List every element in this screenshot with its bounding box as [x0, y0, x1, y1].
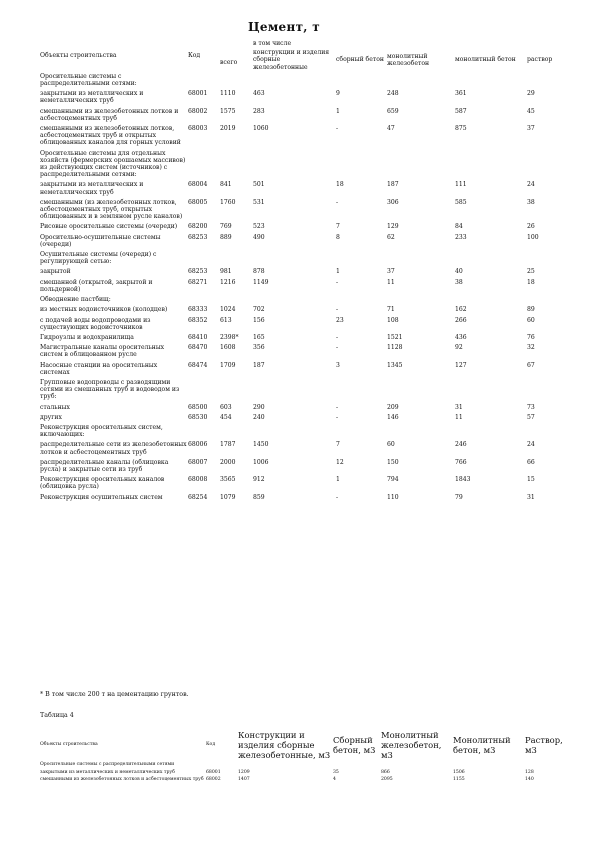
- cell-precast: [238, 762, 333, 770]
- cell-code: 68001: [206, 769, 221, 775]
- cell-mono-rc: 659: [387, 107, 399, 115]
- table-row: [40, 279, 570, 296]
- cell-code: 68271: [188, 278, 208, 286]
- table-row: [40, 762, 570, 770]
- cell-total: 1079: [220, 493, 236, 501]
- table4-caption: Таблица 4: [40, 712, 74, 719]
- cell-total: 1110: [220, 90, 236, 98]
- cell-precast: 912: [253, 476, 265, 484]
- table4: [40, 730, 570, 785]
- cell-object: Гидроузлы и водохранилища: [40, 333, 134, 341]
- table-row: [40, 379, 570, 404]
- cell-total: 889: [220, 233, 232, 241]
- cell-mortar: 66: [527, 458, 535, 466]
- header-including: в том числе: [253, 40, 292, 47]
- cell-object: Магистральные каналы оросительных систем в облицованном русле: [40, 344, 165, 359]
- page-title: Цемент, т: [248, 20, 320, 34]
- cell-mono-concrete: 111: [455, 181, 467, 189]
- cell-object: стальных: [40, 403, 70, 411]
- cell-sb-concrete: -: [336, 278, 339, 286]
- cell-total: 1216: [220, 278, 236, 286]
- cell-sb-concrete: [336, 73, 387, 90]
- cell-code: 68474: [188, 361, 208, 369]
- cell-mono-concrete: 92: [455, 344, 463, 352]
- table-row: [40, 362, 570, 379]
- table-row: [40, 494, 570, 504]
- cell-object: из местных водоисточников (колодцев): [40, 306, 168, 314]
- cell-code: 68253: [188, 233, 208, 241]
- cell-object: других: [40, 413, 62, 421]
- cell-sb-concrete: -: [336, 413, 339, 421]
- cell-total: [220, 251, 253, 268]
- cell-code: 68001: [188, 90, 208, 98]
- table-row: [40, 414, 570, 424]
- cell-mono-concrete: 246: [455, 441, 467, 449]
- cell-total: 769: [220, 223, 232, 231]
- cell-sb-concrete: -: [336, 403, 339, 411]
- cell-total: [220, 150, 253, 182]
- cell-mortar: 140: [525, 777, 534, 783]
- cell-mortar: 31: [527, 493, 535, 501]
- cell-sb-concrete: 1: [336, 268, 340, 276]
- cell-total: 1787: [220, 441, 236, 449]
- cell-sb-concrete: 3: [336, 361, 340, 369]
- cell-mono-rc: [387, 251, 455, 268]
- cell-total: [220, 424, 253, 441]
- cell-sb-concrete: -: [336, 198, 339, 206]
- cell-total: 981: [220, 268, 232, 276]
- cell-total: 1608: [220, 344, 236, 352]
- cell-code: 68470: [188, 344, 208, 352]
- cell-code: 68410: [188, 333, 208, 341]
- cell-total: 1024: [220, 306, 236, 314]
- cell-code: [188, 73, 220, 90]
- cell-mono-concrete: 585: [455, 198, 467, 206]
- cell-sb-concrete: [336, 296, 387, 306]
- table-row: [40, 181, 570, 198]
- cell-mono-rc: 71: [387, 306, 395, 314]
- cell-mono-concrete: [453, 762, 525, 770]
- table-row: [40, 424, 570, 441]
- cell-mono-rc: 2095: [381, 777, 393, 783]
- cell-total: 2019: [220, 125, 236, 133]
- cell-object: Реконструкция оросительных каналов (облицовка русла): [40, 476, 165, 491]
- cell-object: смешанной (открытой, закрытой и польдерной): [40, 278, 153, 293]
- cell-sb-concrete: [333, 762, 381, 770]
- cell-sb-concrete: 8: [336, 233, 340, 241]
- cell-mortar: 32: [527, 344, 535, 352]
- cell-precast: 531: [253, 198, 265, 206]
- cell-object: смешанными из железобетонных лотков, асбестоцементных труб и открытых облицованных каналов для горных условий: [40, 125, 181, 147]
- cell-mono-concrete: 233: [455, 233, 467, 241]
- table4-header-precast: Конструкции и изделия сборные железобетонные, м3: [238, 730, 331, 760]
- cell-mono-concrete: 436: [455, 333, 467, 341]
- cell-total: 1575: [220, 107, 236, 115]
- cell-object: закрытыми из металлических и неметаллических труб: [40, 90, 144, 105]
- cell-mono-rc: 150: [387, 458, 399, 466]
- cell-sb-concrete: -: [336, 333, 339, 341]
- cell-mortar: 73: [527, 403, 535, 411]
- cell-mortar: 26: [527, 223, 535, 231]
- header-object: Объекты строительства: [40, 51, 117, 59]
- cell-object: распределительные сети из железобетонных лотков и асбестоцементных труб: [40, 441, 187, 456]
- cell-mono-rc: 866: [381, 769, 390, 775]
- cell-mono-rc: 1128: [387, 344, 403, 352]
- cell-sb-concrete: -: [336, 306, 339, 314]
- cell-precast: 165: [253, 333, 265, 341]
- cell-mono-rc: [387, 150, 455, 182]
- cell-object: Оросительные системы с распределительными сетями:: [40, 72, 137, 88]
- cell-total: 2398*: [220, 333, 239, 341]
- header-total: всего: [220, 58, 238, 66]
- cell-precast: 501: [253, 181, 265, 189]
- cell-total: 841: [220, 181, 232, 189]
- cell-mono-concrete: 361: [455, 90, 467, 98]
- cell-code: 68500: [188, 403, 208, 411]
- cell-code: 68008: [188, 476, 208, 484]
- cell-object: с подачей воды водопроводами из существующих водоисточников: [40, 316, 151, 331]
- table-row: [40, 251, 570, 268]
- cell-mono-concrete: 84: [455, 223, 463, 231]
- table-row: [40, 223, 570, 233]
- cell-precast: 156: [253, 316, 265, 324]
- cell-mortar: [527, 251, 570, 268]
- cell-object: Оросительно-осушительные системы (очереди): [40, 233, 161, 248]
- cell-code: 68352: [188, 316, 208, 324]
- cell-object: Рисовые оросительные системы (очереди): [40, 223, 178, 231]
- cell-mono-rc: 248: [387, 90, 399, 98]
- cell-sb-concrete: 12: [336, 458, 344, 466]
- cement-table-body: [40, 73, 570, 504]
- cell-mono-rc: [387, 379, 455, 404]
- cell-object: Оросительные системы с распределительными сетями: [40, 762, 175, 767]
- cell-mortar: [527, 424, 570, 441]
- cell-code: 68002: [188, 107, 208, 115]
- table-row: [40, 476, 570, 493]
- cell-precast: 290: [253, 403, 265, 411]
- cell-precast: 283: [253, 107, 265, 115]
- cell-mortar: 89: [527, 306, 535, 314]
- cell-precast: 878: [253, 268, 265, 276]
- cell-total: [220, 379, 253, 404]
- cell-sb-concrete: 7: [336, 223, 340, 231]
- cell-mono-rc: 794: [387, 476, 399, 484]
- cell-precast: 463: [253, 90, 265, 98]
- cell-precast: 1149: [253, 278, 269, 286]
- cell-mono-rc: 108: [387, 316, 399, 324]
- cell-precast: 702: [253, 306, 265, 314]
- cell-object: Реконструкция осушительных систем: [40, 493, 163, 501]
- cell-code: [188, 251, 220, 268]
- cell-precast: 1450: [253, 441, 269, 449]
- cell-code: [188, 296, 220, 306]
- cell-mortar: 37: [527, 125, 535, 133]
- cell-mono-rc: 11: [387, 278, 395, 286]
- cell-sb-concrete: 1: [336, 476, 340, 484]
- cell-mortar: 76: [527, 333, 535, 341]
- table-row: [40, 404, 570, 414]
- table-row: [40, 459, 570, 476]
- cell-mono-concrete: [455, 150, 527, 182]
- cell-total: [220, 296, 253, 306]
- cell-object: Оросительные системы для отдельных хозяйств (фермерских орошаемых массивов) из действующих систем (источников) с распределительными сетями:: [40, 149, 186, 179]
- cell-mortar: 45: [527, 107, 535, 115]
- cell-code: 68007: [188, 458, 208, 466]
- table-row: [40, 150, 570, 182]
- cell-code: [188, 379, 220, 404]
- cell-object: Обводнение пастбищ:: [40, 296, 111, 304]
- cell-mortar: [527, 73, 570, 90]
- table-row: [40, 234, 570, 251]
- cell-mono-rc: [381, 762, 453, 770]
- cell-mono-concrete: 11: [455, 413, 463, 421]
- cell-precast: 859: [253, 493, 265, 501]
- table4-header-object: Объекты строительства: [40, 742, 98, 747]
- cell-mono-concrete: [455, 424, 527, 441]
- cell-mono-rc: 209: [387, 403, 399, 411]
- header-mortar: раствор: [527, 56, 553, 64]
- cell-sb-concrete: [336, 251, 387, 268]
- cell-mortar: 15: [527, 476, 535, 484]
- cell-mono-rc: 62: [387, 233, 395, 241]
- cell-mortar: 38: [527, 198, 535, 206]
- table-row: [40, 306, 570, 316]
- cell-object: смешанными из железобетонных лотков и асбестоцементных труб: [40, 777, 204, 783]
- cell-precast: [253, 251, 336, 268]
- cell-object: Реконструкция оросительных систем, включающих:: [40, 423, 163, 439]
- cell-code: 68254: [188, 493, 208, 501]
- cell-total: 2000: [220, 458, 236, 466]
- cell-mono-rc: [387, 73, 455, 90]
- cell-object: Групповые водопроводы с разводящими сетями из смешанных труб и водоводом из труб:: [40, 378, 180, 401]
- cell-sb-concrete: 9: [336, 90, 340, 98]
- cement-table-header: [40, 40, 570, 73]
- cell-mono-concrete: 40: [455, 268, 463, 276]
- cell-object: Осушительные системы (очереди) с регулирующей сетью:: [40, 251, 157, 266]
- cell-precast: [253, 424, 336, 441]
- cell-object: закрытыми из металлических и неметаллических труб: [40, 181, 144, 196]
- cell-mortar: [525, 762, 570, 770]
- table4-header-mono: Монолитный бетон, м3: [453, 735, 511, 755]
- header-mono-concrete: монолитный бетон: [455, 56, 516, 64]
- header-sb-concrete: сборный бетон: [336, 56, 384, 64]
- table-row: [40, 108, 570, 125]
- cell-sb-concrete: -: [336, 125, 339, 133]
- cell-mono-concrete: [455, 379, 527, 404]
- cell-total: [220, 73, 253, 90]
- table-row: [40, 334, 570, 344]
- cell-code: 68004: [188, 181, 208, 189]
- cell-mortar: 57: [527, 413, 535, 421]
- cell-object: смешанными (из железобетонных лотков, асбестоцементных труб, открытых облицованных и в земляном русле каналов): [40, 198, 183, 221]
- cell-sb-concrete: 7: [336, 441, 340, 449]
- cell-precast: 1209: [238, 769, 250, 775]
- cell-code: 68333: [188, 306, 208, 314]
- cell-code: [188, 150, 220, 182]
- cell-mono-concrete: 38: [455, 278, 463, 286]
- table-row: [40, 441, 570, 458]
- cell-mono-concrete: 1506: [453, 769, 465, 775]
- cell-mono-rc: [387, 424, 455, 441]
- cell-mono-rc: 47: [387, 125, 395, 133]
- cell-mortar: 67: [527, 361, 535, 369]
- cell-mono-rc: 37: [387, 268, 395, 276]
- cell-code: 68530: [188, 413, 208, 421]
- cell-precast: 490: [253, 233, 265, 241]
- cell-mortar: 100: [527, 233, 539, 241]
- cell-sb-concrete: -: [336, 344, 339, 352]
- table4-header-code: Код: [206, 742, 216, 747]
- cell-precast: 187: [253, 361, 265, 369]
- cell-code: [206, 762, 238, 770]
- cell-mono-concrete: 31: [455, 403, 463, 411]
- cell-object: Насосные станции на оросительных системах: [40, 361, 158, 376]
- header-code: Код: [188, 51, 201, 59]
- cell-code: 68002: [206, 777, 221, 783]
- cell-mortar: 24: [527, 441, 535, 449]
- cell-precast: [253, 150, 336, 182]
- cell-mono-concrete: 875: [455, 125, 467, 133]
- table4-header-mortar: Раствор, м3: [525, 735, 563, 755]
- cell-object: распределительные каналы (облицовка русла) и закрытые сети из труб: [40, 458, 169, 473]
- cell-total: 3565: [220, 476, 236, 484]
- table-row: [40, 268, 570, 278]
- cell-total: 1760: [220, 198, 236, 206]
- cell-mono-concrete: [455, 251, 527, 268]
- cell-code: [188, 424, 220, 441]
- cell-precast: 523: [253, 223, 265, 231]
- cell-mono-rc: 187: [387, 181, 399, 189]
- table4-header-sb: Сборный бетон, м3: [333, 735, 376, 755]
- cell-mortar: [527, 150, 570, 182]
- cell-mono-rc: 60: [387, 441, 395, 449]
- cell-code: 68006: [188, 441, 208, 449]
- cell-mono-rc: [387, 296, 455, 306]
- cell-code: 68005: [188, 198, 208, 206]
- cell-object: смешанными из железобетонных лотков и асбестоцементных труб: [40, 107, 179, 122]
- footnote: * В том числе 200 т на цементацию грунтов.: [40, 691, 189, 698]
- cell-precast: [253, 379, 336, 404]
- cell-mortar: 24: [527, 181, 535, 189]
- table-row: [40, 344, 570, 361]
- cell-mortar: [527, 379, 570, 404]
- cell-precast: 240: [253, 413, 265, 421]
- cell-mortar: 128: [525, 769, 534, 775]
- cell-sb-concrete: [336, 150, 387, 182]
- cell-total: 1709: [220, 361, 236, 369]
- cell-code: 68003: [188, 125, 208, 133]
- cell-precast: 1407: [238, 777, 250, 783]
- cell-object: закрытыми из металлических и неметаллических труб: [40, 769, 175, 775]
- table-row: [40, 317, 570, 334]
- table-row: [40, 90, 570, 107]
- header-precast: конструкции и изделия сборные железобетонные: [253, 49, 330, 71]
- cell-mono-concrete: 1155: [453, 777, 465, 783]
- cell-mono-rc: 306: [387, 198, 399, 206]
- cell-sb-concrete: 4: [333, 777, 336, 783]
- cell-total: 603: [220, 403, 232, 411]
- cell-mono-concrete: 766: [455, 458, 467, 466]
- cell-mono-rc: 1345: [387, 361, 403, 369]
- cell-precast: 356: [253, 344, 265, 352]
- cell-mono-concrete: [455, 73, 527, 90]
- cell-mono-rc: 146: [387, 413, 399, 421]
- cell-sb-concrete: -: [336, 493, 339, 501]
- cell-total: 613: [220, 316, 232, 324]
- table-row: [40, 199, 570, 224]
- cell-code: 68253: [188, 268, 208, 276]
- cell-mono-concrete: 127: [455, 361, 467, 369]
- table-row: [40, 777, 570, 785]
- cell-sb-concrete: 35: [333, 769, 339, 775]
- cell-sb-concrete: 23: [336, 316, 344, 324]
- cell-sb-concrete: [336, 379, 387, 404]
- cell-mortar: 18: [527, 278, 535, 286]
- table-row: [40, 296, 570, 306]
- table4-header: [40, 730, 570, 762]
- cell-mono-concrete: 79: [455, 493, 463, 501]
- cell-mono-concrete: 162: [455, 306, 467, 314]
- cell-total: 454: [220, 413, 232, 421]
- header-mono-rc: монолитный железобетон: [387, 52, 430, 67]
- table4-body: [40, 762, 570, 785]
- table-row: [40, 73, 570, 90]
- cell-mono-rc: 1521: [387, 333, 403, 341]
- cell-object: закрытой: [40, 268, 71, 276]
- cell-sb-concrete: 1: [336, 107, 340, 115]
- cell-precast: [253, 296, 336, 306]
- cement-table: [40, 40, 570, 504]
- cell-precast: [253, 73, 336, 90]
- cell-mono-concrete: 587: [455, 107, 467, 115]
- cell-mortar: [527, 296, 570, 306]
- cell-sb-concrete: 18: [336, 181, 344, 189]
- cell-mono-rc: 129: [387, 223, 399, 231]
- cell-mono-concrete: 1843: [455, 476, 471, 484]
- cell-mortar: 25: [527, 268, 535, 276]
- table4-header-mono-rc: Монолитный железобетон, м3: [381, 730, 442, 760]
- cell-precast: 1006: [253, 458, 269, 466]
- cell-mortar: 29: [527, 90, 535, 98]
- cell-mono-concrete: 266: [455, 316, 467, 324]
- cell-mono-rc: 110: [387, 493, 399, 501]
- table-row: [40, 125, 570, 150]
- cell-mortar: 60: [527, 316, 535, 324]
- cell-mono-concrete: [455, 296, 527, 306]
- cell-code: 68200: [188, 223, 208, 231]
- cell-sb-concrete: [336, 424, 387, 441]
- cell-precast: 1060: [253, 125, 269, 133]
